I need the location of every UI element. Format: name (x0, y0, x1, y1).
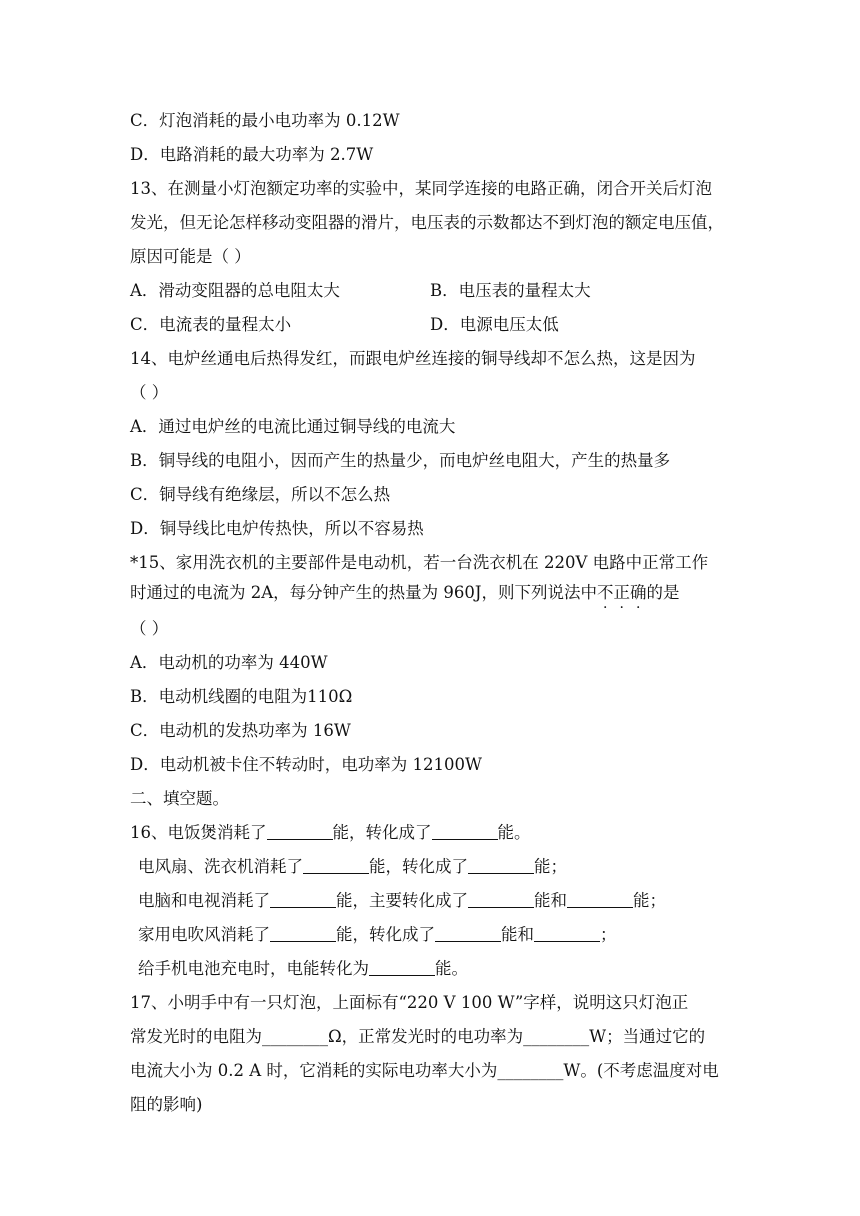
q16-line5 (138, 958, 468, 980)
q16-line1 (130, 822, 531, 844)
q15-stem-text: 时通过的电流为 2A，每分钟产生的热量为 960J，则下列说法中 (130, 583, 598, 602)
fill-blank[interactable] (369, 959, 435, 976)
q14-option-a: A．通过电炉丝的电流比通过铜导线的电流大 (130, 417, 456, 436)
q16-line4 (138, 924, 617, 946)
q16-text: 能； (534, 857, 567, 876)
emphasis-char: 不 (597, 583, 614, 602)
q15-option-d: D．电动机被卡住不转动时，电功率为 12100W (130, 755, 482, 774)
section-heading: 二、填空题。 (130, 789, 229, 808)
q13-option-a: A．滑动变阻器的总电阻太大 (130, 281, 340, 300)
fill-blank[interactable] (432, 823, 498, 840)
q16-text: 电脑和电视消耗了 (138, 891, 270, 910)
fill-blank[interactable] (267, 823, 333, 840)
q17-line4: 阻的影响) (130, 1095, 203, 1114)
q13-option-c: C．电流表的量程太小 (130, 315, 292, 334)
fill-blank[interactable] (270, 925, 336, 942)
q14-stem-line1: 14、电炉丝通电后热得发红，而跟电炉丝连接的铜导线却不怎么热，这是因为 (130, 349, 696, 368)
q16-text: 给手机电池充电时，电能转化为 (138, 959, 369, 978)
fill-blank[interactable] (567, 891, 633, 908)
q17-text: Ω，正常发光时的电功率为________W；当通过它的 (328, 1027, 706, 1046)
q16-text: 能，主要转化成了 (336, 891, 468, 910)
q16-text: 能和 (501, 925, 534, 944)
q16-line2 (138, 856, 567, 878)
q15-option-a: A．电动机的功率为 440W (130, 653, 328, 672)
q16-text: 16、电饭煲消耗了 (130, 823, 267, 842)
q17-line3: 电流大小为 0.2 A 时，它消耗的实际电功率大小为________W。(不考虑温度对电 (130, 1061, 719, 1080)
q16-text: 能； (633, 891, 666, 910)
fill-blank[interactable] (303, 857, 369, 874)
q15-option-b: B．电动机线圈的电阻为110Ω (130, 687, 353, 706)
q17-text: 常发光时的电阻为________ (130, 1027, 328, 1046)
q12-option-d: D．电路消耗的最大功率为 2.7W (130, 145, 374, 164)
q16-text: 家用电吹风消耗了 (138, 925, 270, 944)
fill-blank[interactable] (468, 891, 534, 908)
q16-text: ； (600, 925, 617, 944)
q13-stem-line2: 发光，但无论怎样移动变阻器的滑片，电压表的示数都达不到灯泡的额定电压值， (130, 213, 724, 232)
q14-option-c: C．铜导线有绝缘层，所以不怎么热 (130, 485, 391, 504)
q15-option-c: C．电动机的发热功率为 16W (130, 721, 351, 740)
q13-options-row1 (130, 280, 591, 302)
q15-stem-line1: *15、家用洗衣机的主要部件是电动机，若一台洗衣机在 220V 电路中正常工作 (130, 553, 709, 572)
q17-line1: 17、小明手中有一只灯泡，上面标有“220 V 100 W”字样，说明这只灯泡正 (130, 993, 689, 1012)
q16-text: 能，转化成了 (336, 925, 435, 944)
fill-blank[interactable] (435, 925, 501, 942)
q13-option-b: B．电压表的量程太大 (430, 281, 591, 300)
q13-stem-line1: 13、在测量小灯泡额定功率的实验中，某同学连接的电路正确，闭合开关后灯泡 (130, 179, 712, 198)
q16-text: 电风扇、洗衣机消耗了 (138, 857, 303, 876)
q15-stem-line2 (130, 582, 680, 604)
emphasis-char: 确 (630, 583, 647, 602)
q16-text: 能，转化成了 (369, 857, 468, 876)
q14-option-b: B．铜导线的电阻小，因而产生的热量少，而电炉丝电阻大，产生的热量多 (130, 451, 671, 470)
q15-stem-text: 的是 (646, 583, 680, 602)
q13-option-d: D．电源电压太低 (430, 315, 559, 334)
q17-line2 (130, 1026, 705, 1048)
q14-option-d: D．铜导线比电炉传热快，所以不容易热 (130, 519, 424, 538)
q14-stem-line2: （ ） (130, 383, 169, 402)
fill-blank[interactable] (468, 857, 534, 874)
q16-text: 能，转化成了 (332, 823, 432, 842)
fill-blank[interactable] (534, 925, 600, 942)
q16-line3 (138, 890, 666, 912)
q15-stem-line3: （ ） (130, 619, 169, 638)
q16-text: 能。 (435, 959, 468, 978)
fill-blank[interactable] (270, 891, 336, 908)
q16-text: 能。 (497, 823, 531, 842)
emphasis-char: 正 (613, 583, 631, 602)
q16-text: 能和 (534, 891, 567, 910)
q13-stem-line3: 原因可能是（ ） (130, 247, 251, 266)
q13-options-row2 (130, 314, 559, 336)
q12-option-c: C．灯泡消耗的最小电功率为 0.12W (130, 111, 400, 130)
